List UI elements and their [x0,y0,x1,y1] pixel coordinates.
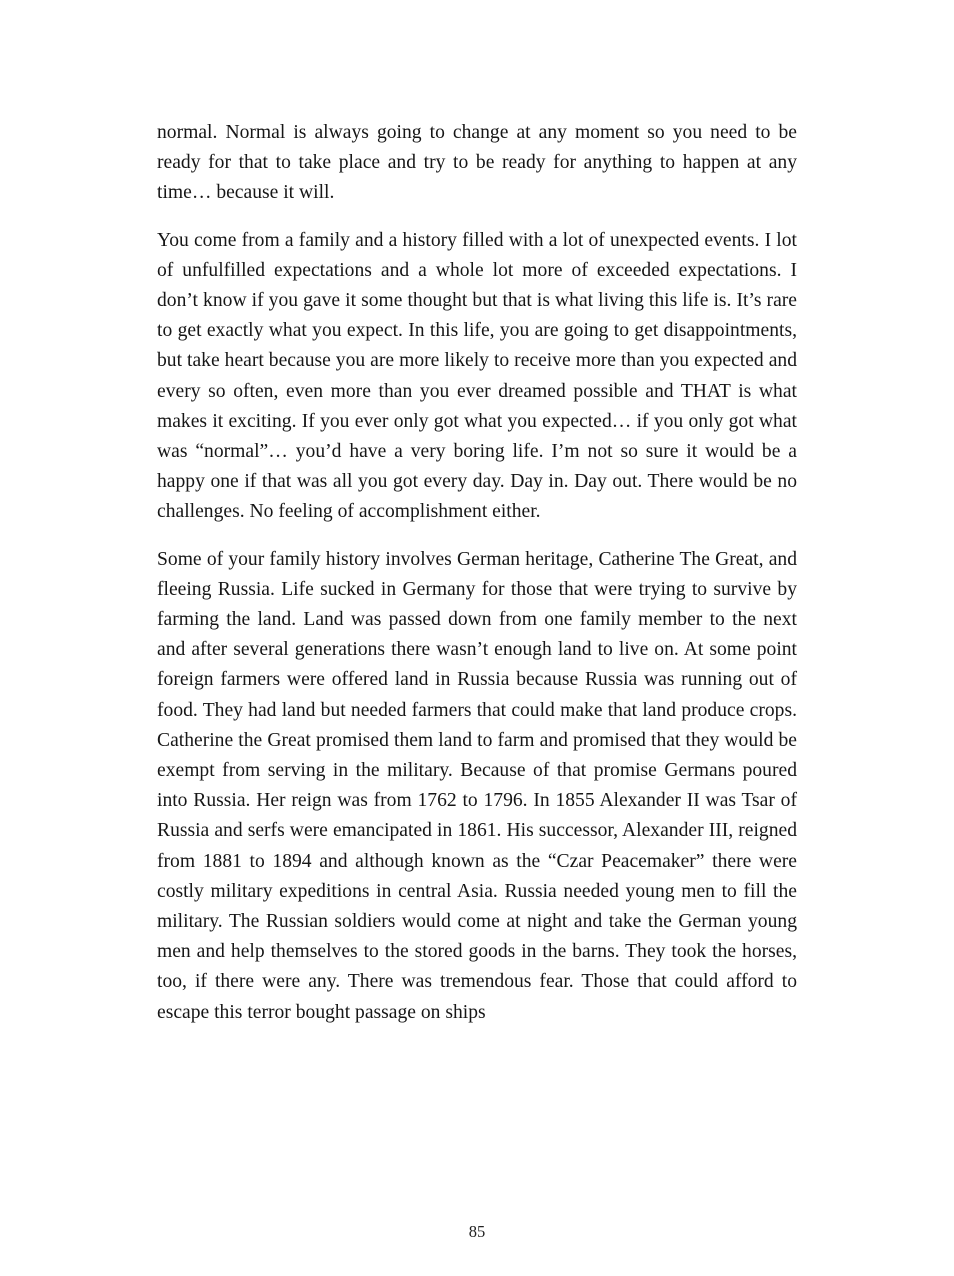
paragraph: You come from a family and a history filled with a lot of unexpected events. I lot of unfulfilled expectations and a whole lot more of exceeded expectations. I don’t know if you gave it some thought but that is what living this life is. It’s rare to get exactly what you expect. In this life, you are going to get disappointments, but take heart because you are more likely to receive more than you expected and every so often, even more than you ever dreamed possible and THAT is what makes it exciting. If you ever only got what you expected… if you only got what was “normal”… you’d have a very boring life. I’m not so sure it would be a happy one if that was all you got every day. Day in. Day out. There would be no challenges. No feeling of accomplishment either. [157,229,797,523]
paragraph: Some of your family history involves German heritage, Catherine The Great, and fleeing Russia. Life sucked in Germany for those that were trying to survive by farming the land. Land was passed down from one family member to the next and after several generations there wasn’t enough land to live on. At some point foreign farmers were offered land in Russia because Russia was running out of food. They had land but needed farmers that could make that land produce crops. Catherine the Great promised them land to farm and promised that they would be exempt from serving in the military. Because of that promise Germans poured into Russia. Her reign was from 1762 to 1796. In 1855 Alexander II was Tsar of Russia and serfs were emancipated in 1861. His successor, Alexander III, reigned from 1881 to 1894 and although known as the “Czar Peacemaker” there were costly military expeditions in central Asia. Russia needed young men to fill the military. The Russian soldiers would come at night and take the German young men and help themselves to the stored goods in the barns. They took the horses, too, if there were any. There was tremendous fear. Those that could afford to escape this terror bought passage on ships [157,548,797,1023]
body-text-column [157,118,797,1028]
page-number: 85 [468,1222,486,1241]
paragraph: normal. Normal is always going to change at any moment so you need to be ready for that to take place and try to be ready for anything to happen at any time… because it will. [157,122,797,204]
